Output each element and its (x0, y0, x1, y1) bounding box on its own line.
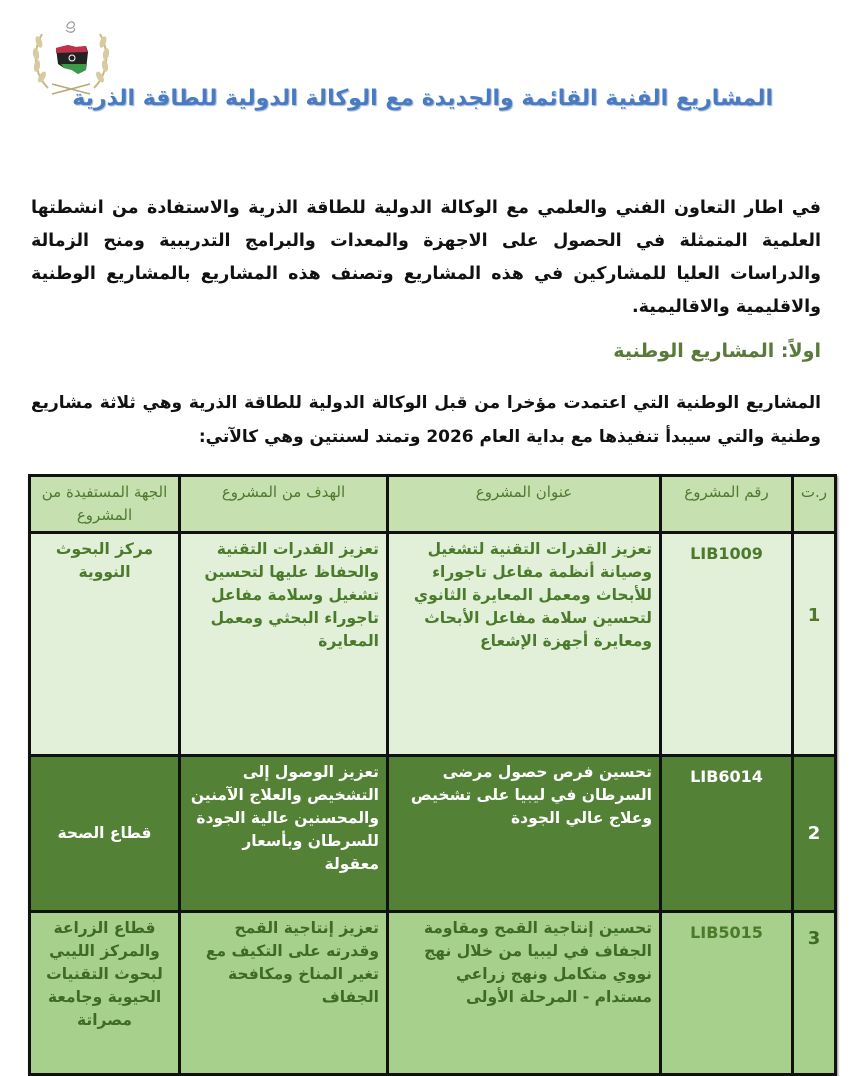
header-index: ر.ت (793, 476, 836, 533)
table-row (30, 912, 836, 1075)
project-title: تحسين إنتاجية القمح ومقاومة الجفاف في ليبيا من خلال نهج نووي متكامل ونهج زراعي مستدام - المرحلة الأولى (388, 912, 661, 1075)
projects-table (28, 474, 837, 1076)
intro-paragraph: في اطار التعاون الفني والعلمي مع الوكالة الدولية للطاقة الذرية والاستفادة من انشطتها العلمية المتمثلة في الحصول على الاجهزة والمعدات والبرامج التدريبية ومنح الزمالة والدراسات العليا للمشاركين في هذه المشاريع وتصنف هذه المشاريع بالمشاريع الوطنية والاقليمية والاقاليمية. (31, 198, 821, 317)
header-title: عنوان المشروع (388, 476, 661, 533)
page-title: المشاريع الفنية القائمة والجديدة مع الوكالة الدولية للطاقة الذرية (72, 86, 773, 111)
project-title: تعزيز القدرات التقنية لتشغيل وصيانة أنظمة مفاعل تاجوراء للأبحاث ومعمل المعايرة الثانوي لتحسين سلامة مفاعل الأبحاث ومعايرة أجهزة الإشعاع (388, 533, 661, 756)
section-paragraph: المشاريع الوطنية التي اعتمدت مؤخرا من قبل الوكالة الدولية للطاقة الذرية وهي ثلاثة مشاريع وطنية والتي سيبدأ تنفيذها مع بداية العام 2026 وتمتد لسنتين وهي كالآتي: (31, 393, 821, 447)
project-goal: تعزيز الوصول إلى التشخيص والعلاج الآمنين والمحسنين عالية الجودة للسرطان وبأسعار معقولة (180, 756, 388, 912)
project-code: LIB1009 (661, 533, 793, 756)
project-beneficiary: قطاع الزراعة والمركز الليبي لبحوث التقنيات الحيوية وجامعة مصراتة (30, 912, 180, 1075)
project-beneficiary: مركز البحوث النووية (30, 533, 180, 756)
table-row (30, 756, 836, 912)
row-index: 3 (793, 912, 836, 1075)
table-row (30, 533, 836, 756)
row-index: 2 (793, 756, 836, 912)
header-code: رقم المشروع (661, 476, 793, 533)
project-beneficiary: قطاع الصحة (30, 756, 180, 912)
project-goal: تعزيز إنتاجية القمح وقدرته على التكيف مع تغير المناخ ومكافحة الجفاف (180, 912, 388, 1075)
section-heading: اولاً: المشاريع الوطنية (613, 340, 821, 362)
header-goal: الهدف من المشروع (180, 476, 388, 533)
project-title: تحسين فرص حصول مرضى السرطان في ليبيا على تشخيص وعلاج عالي الجودة (388, 756, 661, 912)
project-goal: تعزيز القدرات التقنية والحفاظ عليها لتحسين تشغيل وسلامة مفاعل تاجوراء البحثي ومعمل المعايرة (180, 533, 388, 756)
row-index: 1 (793, 533, 836, 756)
project-code: LIB5015 (661, 912, 793, 1075)
project-code: LIB6014 (661, 756, 793, 912)
header-beneficiary: الجهة المستفيدة من المشروع (30, 476, 180, 533)
table-header-row (30, 476, 836, 533)
